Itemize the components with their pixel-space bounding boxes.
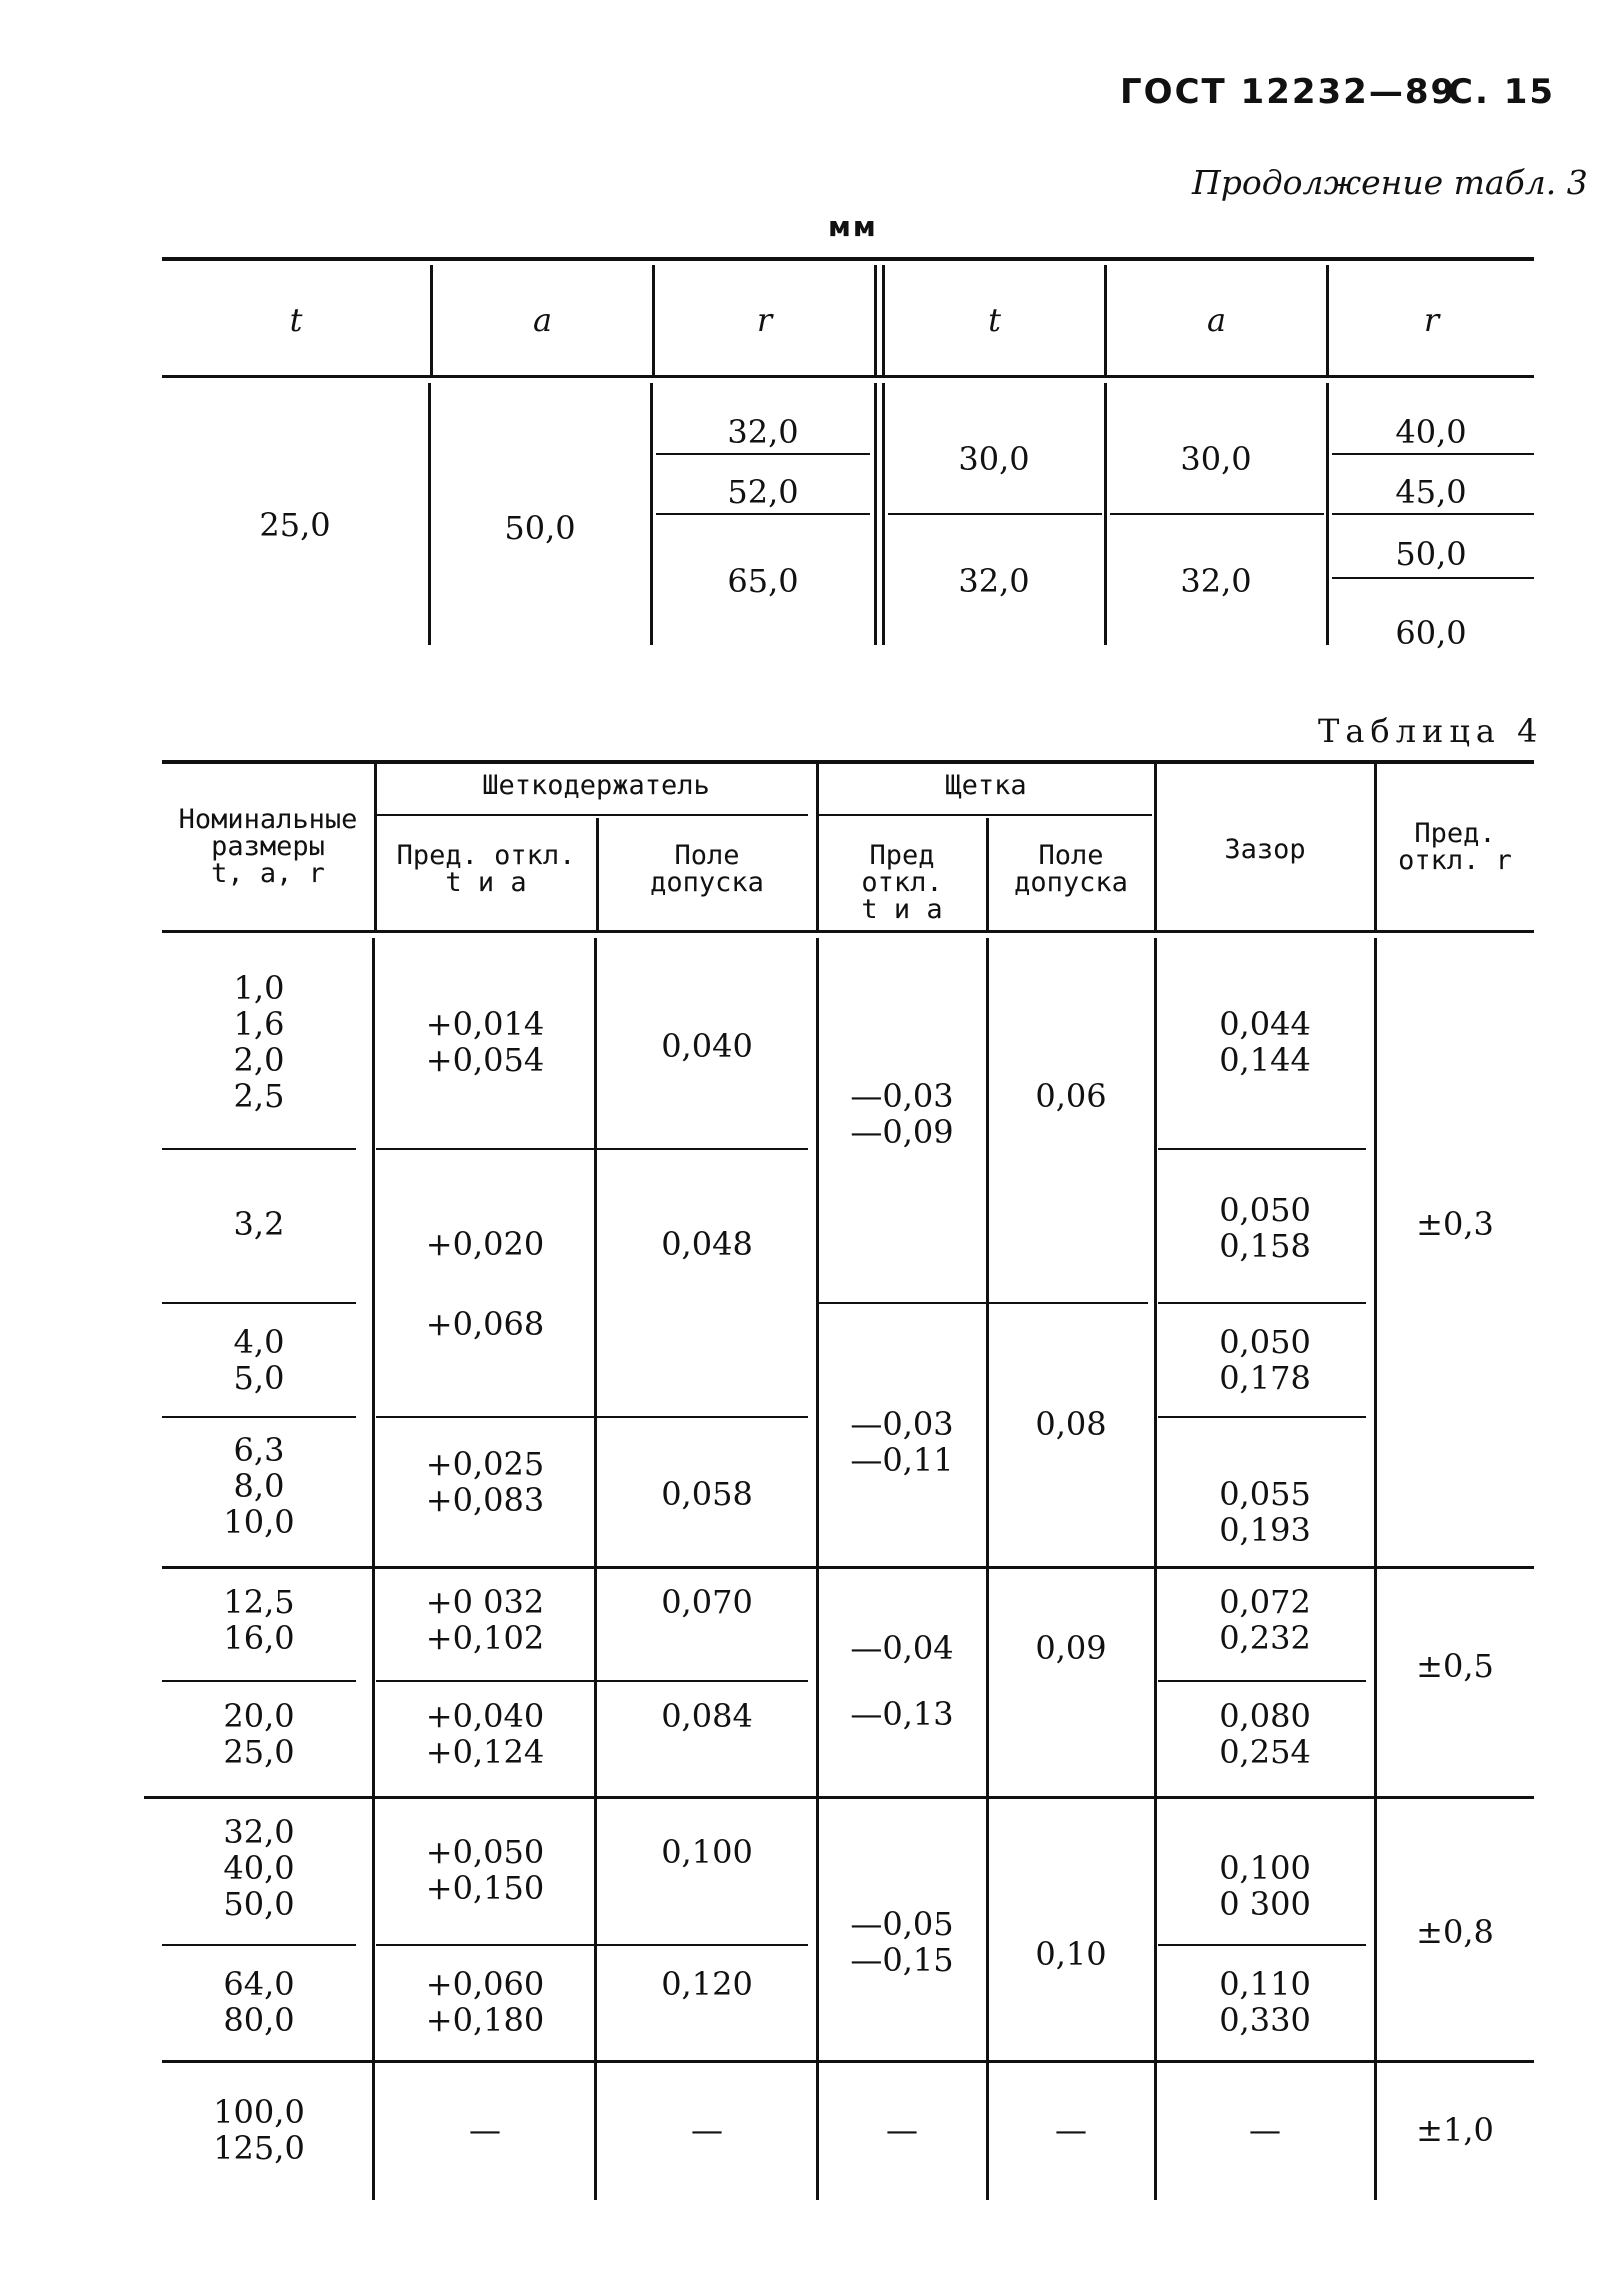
divider — [376, 814, 808, 816]
divider — [656, 453, 870, 455]
divider — [986, 938, 989, 2200]
header-holder-deviation: Пред. откл. t и a — [396, 840, 576, 898]
divider — [376, 1148, 808, 1150]
t3-t-value: 30,0 — [958, 440, 1030, 478]
header-nominal-sizes: Номинальные размеры t, a, r — [178, 804, 358, 889]
gap-value: 0,072 0,232 — [1219, 1583, 1311, 1657]
nominal-size-group: 6,3 8,0 10,0 — [223, 1431, 295, 1541]
divider — [1158, 1148, 1366, 1150]
nominal-size-group: 64,0 80,0 — [223, 1965, 295, 2039]
header-brush: Щетка — [945, 770, 1027, 801]
divider — [888, 513, 1102, 515]
divider — [1158, 1944, 1366, 1946]
nominal-size-group: 32,0 40,0 50,0 — [223, 1813, 295, 1923]
col-header-t: t — [289, 301, 303, 339]
t3-r-value: 60,0 — [1395, 614, 1467, 652]
t3-r-value: 32,0 — [727, 413, 799, 451]
divider — [1332, 513, 1534, 515]
t3-r-value: 45,0 — [1395, 473, 1467, 511]
r-deviation: ±0,3 — [1416, 1205, 1494, 1243]
header-brush-deviation: Пред откл. t и a — [861, 840, 943, 925]
brush-tolerance: 0,06 — [1035, 1077, 1107, 1115]
nominal-size-group: 100,0 125,0 — [213, 2093, 305, 2167]
divider — [162, 1302, 356, 1304]
holder-deviation: +0,014 +0,054 — [425, 1005, 545, 1079]
t3-t-value: 25,0 — [259, 506, 331, 544]
divider — [162, 1148, 356, 1150]
holder-deviation: +0,068 — [425, 1305, 545, 1343]
divider — [874, 383, 877, 645]
gap-value: 0,080 0,254 — [1219, 1697, 1311, 1771]
holder-tolerance: 0,070 — [661, 1583, 753, 1621]
divider — [144, 1796, 1534, 1799]
holder-deviation: — — [469, 2111, 501, 2149]
brush-deviation: —0,03 —0,11 — [850, 1405, 954, 1479]
header-brush-holder: Шеткодержатель — [482, 770, 710, 801]
holder-tolerance: 0,100 — [661, 1833, 753, 1871]
divider — [376, 1944, 808, 1946]
divider — [376, 1680, 808, 1682]
table-continuation-caption: Продолжение табл. 3 — [1192, 163, 1588, 202]
brush-tolerance: — — [1055, 2111, 1087, 2149]
standard-number: ГОСТ 12232—89 — [1120, 72, 1457, 112]
divider — [162, 375, 1534, 378]
divider — [594, 938, 597, 2200]
nominal-size-group: 1,0 1,6 2,0 2,5 — [233, 969, 285, 1115]
t3-r-value: 65,0 — [727, 562, 799, 600]
divider — [162, 1944, 356, 1946]
brush-tolerance: 0,08 — [1035, 1405, 1107, 1443]
holder-tolerance: 0,058 — [661, 1475, 753, 1513]
divider — [1110, 513, 1324, 515]
divider — [376, 1416, 808, 1418]
gap-value: 0,050 0,178 — [1219, 1323, 1311, 1397]
gap-value: 0,050 0,158 — [1219, 1191, 1311, 1265]
brush-deviation: —0,04 — [850, 1629, 954, 1667]
t3-t-value: 32,0 — [958, 562, 1030, 600]
divider — [1158, 1302, 1366, 1304]
t3-r-value: 50,0 — [1395, 535, 1467, 573]
holder-tolerance: 0,120 — [661, 1965, 753, 2003]
header-holder-tolerance: Поле допуска — [650, 840, 764, 898]
nominal-size-group: 4,0 5,0 — [233, 1323, 285, 1397]
brush-deviation: —0,13 — [850, 1695, 954, 1733]
t3-r-value: 52,0 — [727, 473, 799, 511]
holder-deviation: +0,040 +0,124 — [425, 1697, 545, 1771]
holder-deviation: +0,060 +0,180 — [425, 1965, 545, 2039]
t3-a-value: 50,0 — [504, 509, 576, 547]
col-header-r: r — [756, 301, 773, 339]
gap-value: 0,055 0,193 — [1219, 1475, 1311, 1549]
divider — [1374, 938, 1377, 2200]
divider — [1158, 1416, 1366, 1418]
divider — [162, 1416, 356, 1418]
holder-tolerance: — — [691, 2111, 723, 2149]
divider — [1158, 1680, 1366, 1682]
divider — [1332, 577, 1534, 579]
gap-value: — — [1249, 2111, 1281, 2149]
brush-tolerance: 0,09 — [1035, 1629, 1107, 1667]
divider — [162, 2060, 1534, 2063]
holder-tolerance: 0,040 — [661, 1027, 753, 1065]
header-gap: Зазор — [1224, 834, 1306, 865]
divider — [162, 760, 1534, 764]
divider — [1104, 383, 1107, 645]
nominal-size-group: 20,0 25,0 — [223, 1697, 295, 1771]
nominal-size-group: 3,2 — [233, 1205, 285, 1243]
nominal-size-group: 12,5 16,0 — [223, 1583, 295, 1657]
header-r-deviation: Пред. откл. r — [1398, 818, 1512, 876]
divider — [882, 383, 885, 645]
brush-tolerance: 0,10 — [1035, 1935, 1107, 1973]
gap-value: 0,044 0,144 — [1219, 1005, 1311, 1079]
header-brush-tolerance: Поле допуска — [1014, 840, 1128, 898]
divider — [874, 265, 877, 375]
holder-deviation: +0,020 — [425, 1225, 545, 1263]
brush-deviation: —0,05 —0,15 — [850, 1905, 954, 1979]
t3-r-value: 40,0 — [1395, 413, 1467, 451]
holder-tolerance: 0,048 — [661, 1225, 753, 1263]
brush-deviation: —0,03 —0,09 — [850, 1077, 954, 1151]
r-deviation: ±0,8 — [1416, 1913, 1494, 1951]
col-header-t: t — [988, 301, 1001, 339]
t3-a-value: 32,0 — [1180, 562, 1252, 600]
holder-deviation: +0,025 +0,083 — [425, 1445, 545, 1519]
holder-tolerance: 0,084 — [661, 1697, 753, 1735]
r-deviation: ±0,5 — [1416, 1647, 1494, 1685]
t3-a-value: 30,0 — [1180, 440, 1252, 478]
unit-label: мм — [828, 210, 878, 243]
col-header-a: a — [532, 301, 553, 339]
divider — [656, 513, 870, 515]
gap-value: 0,100 0 300 — [1219, 1849, 1311, 1923]
holder-deviation: +0,050 +0,150 — [425, 1833, 545, 1907]
divider — [818, 814, 1152, 816]
col-header-a: a — [1206, 301, 1227, 339]
holder-deviation: +0 032 +0,102 — [425, 1583, 545, 1657]
gap-value: 0,110 0,330 — [1219, 1965, 1311, 2039]
col-header-r: r — [1423, 301, 1440, 339]
divider — [372, 938, 375, 2200]
page-number: С. 15 — [1448, 72, 1556, 112]
brush-deviation: — — [886, 2111, 918, 2149]
divider — [162, 1566, 1534, 1569]
divider — [818, 1302, 1148, 1304]
divider — [162, 1680, 356, 1682]
divider — [162, 930, 1534, 933]
divider — [162, 257, 1534, 261]
table4-title: Таблица 4 — [1318, 712, 1544, 750]
r-deviation: ±1,0 — [1416, 2111, 1494, 2149]
divider — [1332, 453, 1534, 455]
